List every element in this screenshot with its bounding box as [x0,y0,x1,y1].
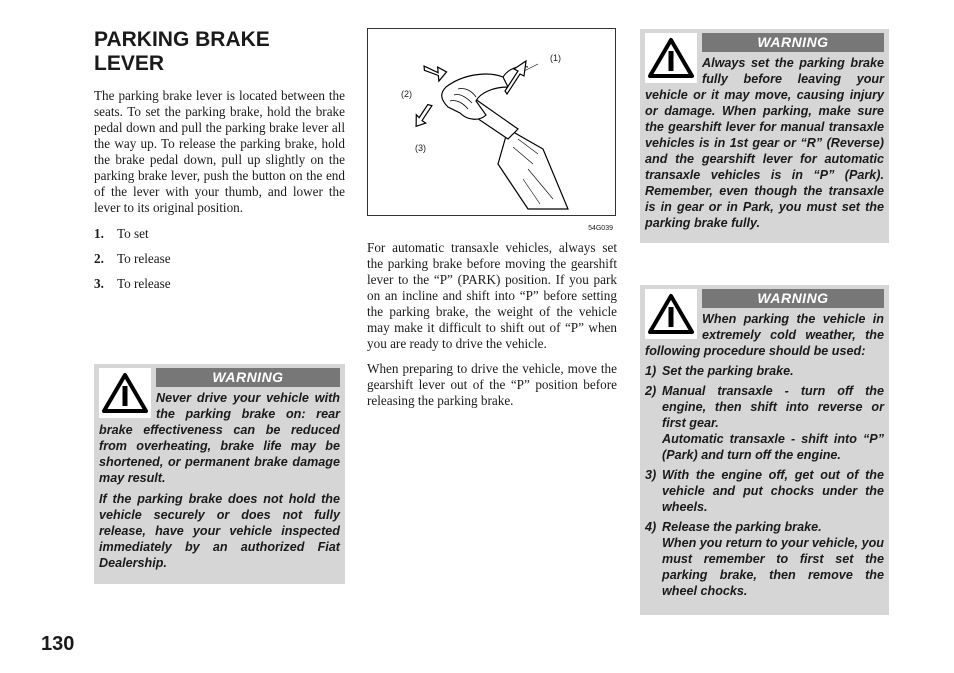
warning-text: Never drive your vehicle with the parking brake on: rear brake effectiveness can be reduced from overheating, brake life may be shortened, or permanent brake damage may result. [99,391,340,485]
page-number: 130 [41,633,75,655]
callout-3: (3) [415,143,426,153]
auto-transaxle-paragraph: For automatic transaxle vehicles, always set the parking brake before moving the gearshift lever to the “P” (PARK) position. If you park on an incline and shift into “P” before setting the parking brake, the weight of the vehicle may make it difficult to shift out of “P” when you are ready to drive the vehicle. [367,240,617,351]
warning-box-cold-weather [640,285,889,615]
warning-text: If the parking brake does not hold the vehicle securely or does not fully release, have your vehicle inspected immediately by an authorized Fiat Dealership. [99,492,340,570]
warning-box-parking [640,29,889,243]
legend-item: 3. To release [94,276,171,291]
left-column [94,28,345,301]
warning-heading: WARNING [156,368,340,387]
figure-code: 54G039 [588,225,613,232]
procedure-item: 2) Manual transaxle - turn off the engine, then shift into reverse or first gear. Automatic transaxle - shift into “P” (Park) and turn off the engine. [645,384,884,462]
parking-brake-illustration [368,29,615,215]
warning-box-brake [94,364,345,584]
page-title: PARKING BRAKE LEVER [94,28,270,75]
legend-list [94,226,345,292]
callout-1: (1) [550,53,561,63]
warning-heading: WARNING [702,33,884,52]
callout-2: (2) [401,89,412,99]
warning-triangle-icon [645,289,697,339]
warning-heading: WARNING [702,289,884,308]
warning-text: Always set the parking brake fully before leaving your vehicle or it may move, causing injury or damage. When parking, make sure the gearshift lever for manual transaxle vehicles is in 1st gear or “R” (Reverse) and the gearshift lever for automatic transaxle vehicles is in “P” (Park). Remember, even though the transaxle is in gear or in Park, you must set the parking brake fully. [645,56,884,230]
intro-paragraph: The parking brake lever is located between the seats. To set the parking brake, hold the brake pedal down and pull the parking brake lever all the way up. To release the parking brake, hold the brake pedal down, pull up slightly on the parking brake lever, push the button on the end of the lever with your thumb, and lower the lever to its original position. [94,88,345,215]
procedure-item: 1) Set the parking brake. [645,364,794,378]
legend-item: 2. To release [94,251,171,266]
procedure-item: 4) Release the parking brake. When you return to your vehicle, you must remember to first set the parking brake, then remove the wheel chocks. [645,520,884,598]
warning-triangle-icon [645,33,697,83]
warning-text: When parking the vehicle in extremely cold weather, the following procedure should be used: [645,312,884,358]
parking-brake-figure [367,28,616,232]
legend-item: 1. To set [94,226,149,241]
prepare-drive-paragraph: When preparing to drive the vehicle, move the gearshift lever out of the “P” position before releasing the parking brake. [367,361,617,408]
warning-triangle-icon [99,368,151,418]
middle-text [367,240,617,409]
procedure-item: 3) With the engine off, get out of the vehicle and put chocks under the wheels. [645,468,884,514]
